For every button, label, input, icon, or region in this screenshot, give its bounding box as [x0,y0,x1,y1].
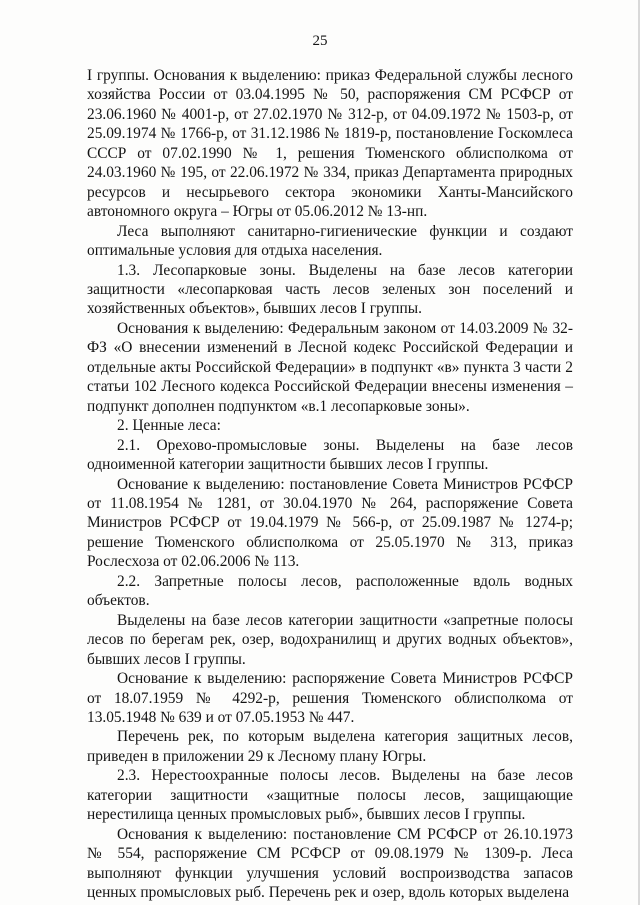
paragraph: Основание к выделению: распоряжение Совета Министров РСФСР от 18.07.1959 № 4292-р, решения Тюменского облисполкома от 13.05.1948 № 639 и от 07.05.1953 № 447. [87,670,573,726]
paragraph: 2.3. Нерестоохранные полосы лесов. Выделены на базе лесов категории защитности «защитные полосы лесов, защищающие нерестилища ценных промысловых рыб», бывших лесов I группы. [87,767,573,824]
paragraph: 2.1. Орехово-промысловые зоны. Выделены на базе лесов одноименной категории защитности бывших лесов I группы. [87,436,573,474]
paragraph: I группы. Основания к выделению: приказ Федеральной службы лесного хозяйства России от 03.04.1995 № 50, распоряжения СМ РСФСР от 23.06.1960 № 4001-р, от 27.02.1970 № 312-р, от 04.09.1972 № 1503-р, от 25.09.1974 № 1766-р, от 31.12.1986 № 1819-р, постановление Госкомлеса СССР от 07.02.1990 № 1, решения Тюменского облисполкома от 24.03.1960 № 195, от 22.06.1972 № 334, приказ Департамента природных ресурсов и несырьевого сектора экономики Ханты-Мансийского автономного округа – Югры от 05.06.2012 № 13-нп. [87,67,573,221]
body-text [87,66,573,902]
paragraph: Основания к выделению: постановление СМ РСФСР от 26.10.1973 № 554, распоряжение СМ РСФСР от 09.08.1979 № 1309-р. Леса выполняют функции улучшения условий воспроизводства запасов ценных промысловых рыб. Перечень рек и озер, вдоль которых выделена [87,825,573,902]
paragraph: 2. Ценные леса: [117,417,221,435]
page-number: 25 [312,33,328,49]
paragraph: 2.2. Запретные полосы лесов, расположенные вдоль водных объектов. [87,572,573,610]
paragraph: Выделены на базе лесов категории защитности «запретные полосы лесов по берегам рек, озер, водохранилищ и других водных объектов», бывших лесов I группы. [87,611,573,668]
paragraph: Основания к выделению: Федеральным законом от 14.03.2009 № 32-ФЗ «О внесении изменений в Лесной кодекс Российской Федерации и отдельные акты Российской Федерации» в подпункт «в» пункта 3 части 2 статьи 102 Лесного кодекса Российской Федерации внесены изменения – подпункт дополнен подпунктом «в.1 лесопарковые зоны». [87,319,573,415]
paragraph: Перечень рек, по которым выделена категория защитных лесов, приведен в приложении 29 к Лесному плану Югры. [87,728,573,765]
paragraph: Основание к выделению: постановление Совета Министров РСФСР от 11.08.1954 № 1281, от 30.04.1970 № 264, распоряжение Совета Министров РСФСР от 19.04.1979 № 566-р, от 25.09.1987 № 1274-р; решение Тюменского облисполкома от 25.05.1970 № 313, приказ Рослесхоза от 02.06.2006 № 113. [87,475,573,571]
paragraph: 1.3. Лесопарковые зоны. Выделены на базе лесов категории защитности «лесопарковая часть лесов зеленых зон поселений и хозяйственных объектов», бывших лесов I группы. [87,261,573,318]
paragraph: Леса выполняют санитарно-гигиенические функции и создают оптимальные условия для отдыха населения. [87,222,573,260]
